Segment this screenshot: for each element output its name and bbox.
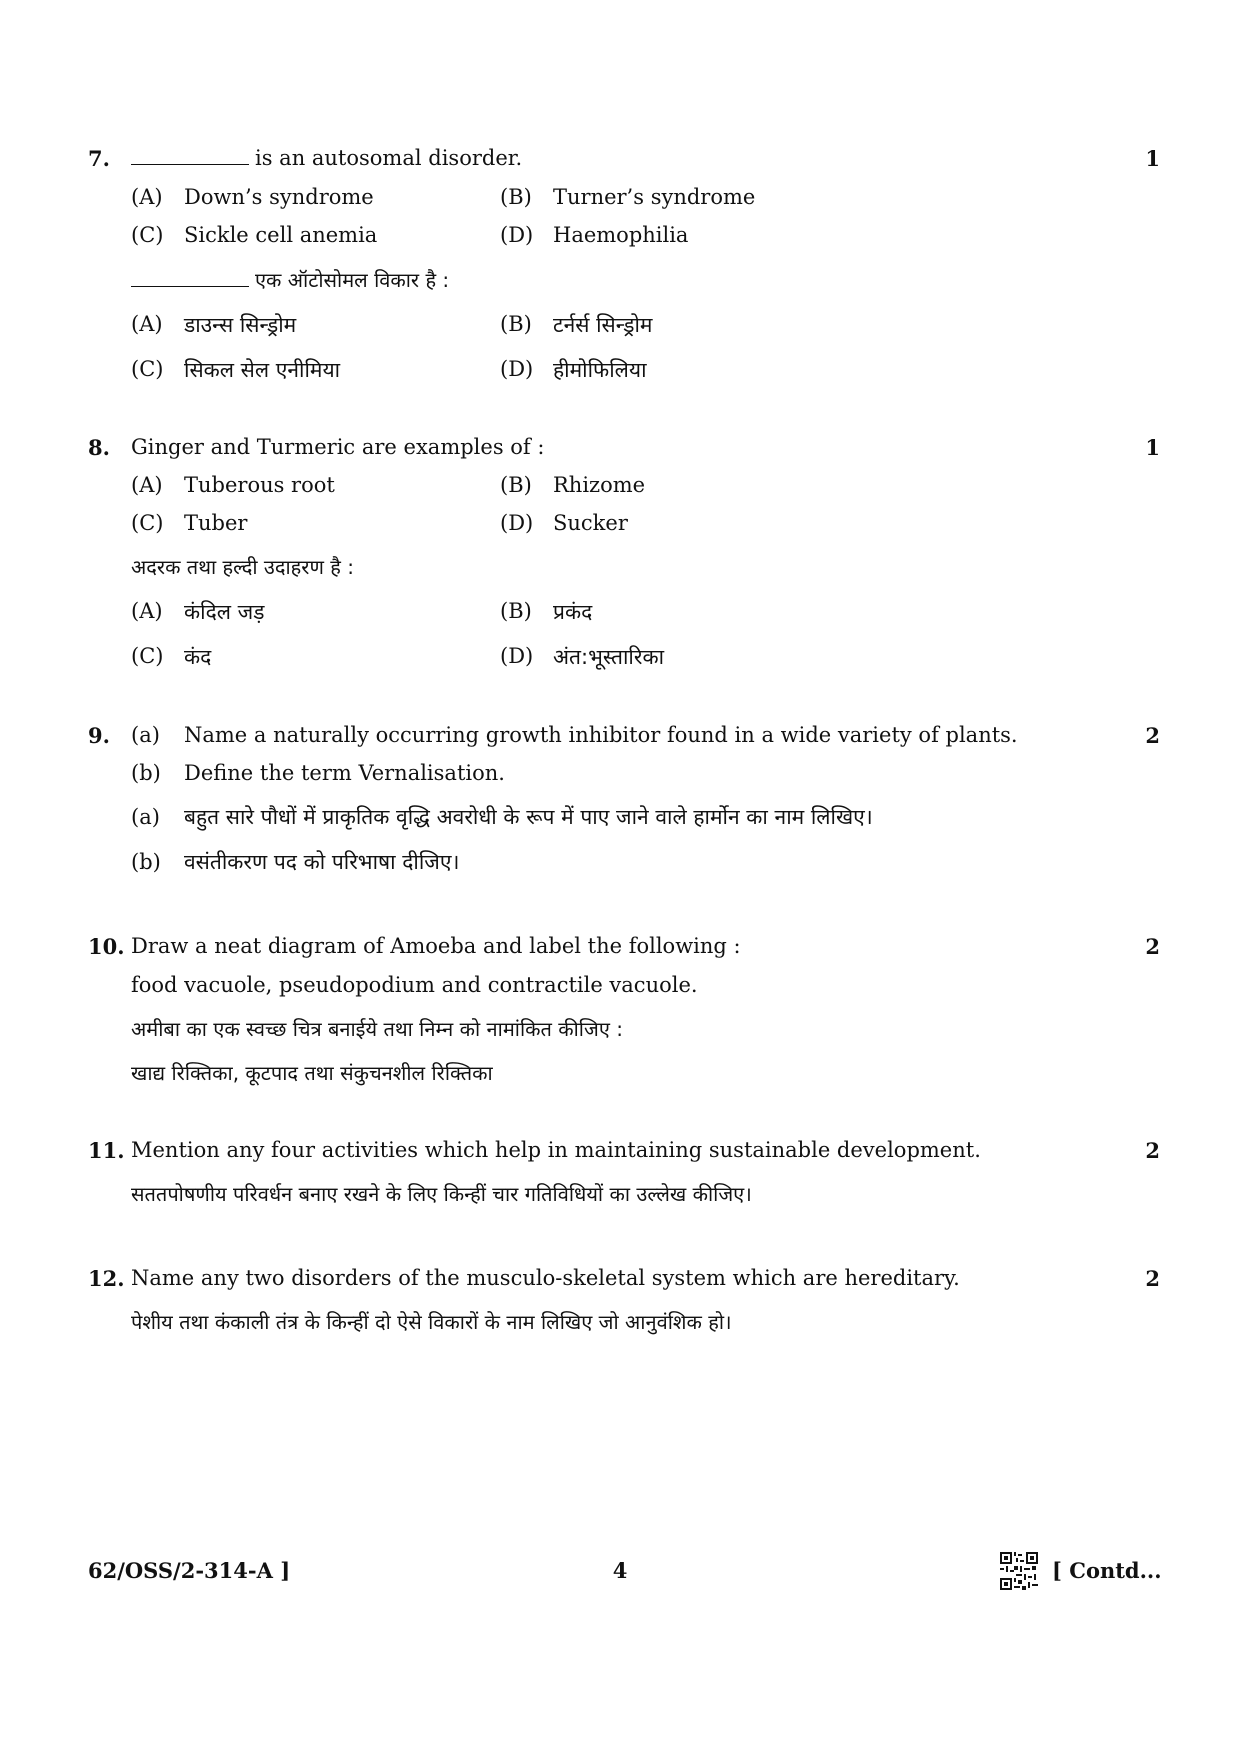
part-letter: (b): [131, 761, 161, 785]
question-marks: 2: [1145, 1266, 1160, 1291]
part-text-hindi: वसंतीकरण पद को परिभाषा दीजिए।: [184, 850, 460, 874]
option-text-hindi: प्रकंद: [553, 600, 593, 624]
question-text-hindi: अमीबा का एक स्वच्छ चित्र बनाईये तथा निम्न को नामांकित कीजिए :: [131, 1017, 623, 1041]
option-letter: (B): [500, 312, 532, 336]
continued-label: [ Contd...: [1052, 1558, 1162, 1583]
part-text: Name a naturally occurring growth inhibitor found in a wide variety of plants.: [184, 723, 1018, 747]
question-text: food vacuole, pseudopodium and contractile vacuole.: [131, 973, 698, 997]
option-text-hindi: टर्नर्स सिन्ड्रोम: [553, 313, 653, 337]
option-text-hindi: अंत:भूस्तारिका: [553, 645, 665, 669]
question-marks: 2: [1145, 1138, 1160, 1163]
option-letter: (B): [500, 185, 532, 209]
option-letter: (B): [500, 599, 532, 623]
option-letter: (A): [131, 312, 163, 336]
question-number: 9.: [88, 723, 110, 748]
paper-code: 62/OSS/2-314-A ]: [88, 1558, 291, 1583]
page-number: 4: [612, 1558, 628, 1583]
question-number: 8.: [88, 435, 110, 460]
stem-text: is an autosomal disorder.: [255, 146, 523, 170]
option-text: Sickle cell anemia: [184, 223, 378, 247]
question-stem: [131, 146, 522, 170]
part-text-hindi: बहुत सारे पौधों में प्राकृतिक वृद्धि अवरोधी के रूप में पाए जाने वाले हार्मोन का नाम लिखिए।: [184, 805, 873, 829]
stem-text-hindi: एक ऑटोसोमल विकार है :: [255, 268, 450, 292]
part-letter: (b): [131, 850, 161, 874]
part-letter: (a): [131, 805, 160, 829]
option-text: Turner’s syndrome: [553, 185, 756, 209]
question-text: Draw a neat diagram of Amoeba and label the following :: [131, 934, 741, 958]
option-letter: (D): [500, 511, 534, 535]
option-text-hindi: सिकल सेल एनीमिया: [184, 358, 341, 382]
question-number: 11.: [88, 1138, 125, 1163]
option-text: Down’s syndrome: [184, 185, 374, 209]
option-text: Tuberous root: [184, 473, 335, 497]
option-letter: (A): [131, 599, 163, 623]
question-stem: Ginger and Turmeric are examples of :: [131, 435, 545, 459]
option-text: Rhizome: [553, 473, 646, 497]
question-marks: 1: [1145, 435, 1160, 460]
option-text: Sucker: [553, 511, 628, 535]
option-letter: (C): [131, 644, 164, 668]
fill-blank: [131, 146, 249, 165]
option-text-hindi: डाउन्स सिन्ड्रोम: [184, 313, 297, 337]
question-stem-hindi: अदरक तथा हल्दी उदाहरण है :: [131, 555, 355, 579]
option-letter: (A): [131, 473, 163, 497]
question-number: 12.: [88, 1266, 125, 1291]
question-stem-hindi: [131, 266, 449, 293]
option-letter: (D): [500, 357, 534, 381]
option-letter: (D): [500, 644, 534, 668]
question-text-hindi: खाद्य रिक्तिका, कूटपाद तथा संकुचनशील रिक्तिका: [131, 1061, 493, 1085]
option-text-hindi: हीमोफिलिया: [553, 358, 647, 382]
option-letter: (C): [131, 223, 164, 247]
option-text: Tuber: [184, 511, 248, 535]
question-text-hindi: पेशीय तथा कंकाली तंत्र के किन्हीं दो ऐसे विकारों के नाम लिखिए जो आनुवंशिक हो।: [131, 1310, 732, 1334]
option-text-hindi: कंद: [184, 645, 212, 669]
option-text: Haemophilia: [553, 223, 689, 247]
option-letter: (A): [131, 185, 163, 209]
qr-code-icon: [1000, 1552, 1038, 1590]
question-marks: 2: [1145, 723, 1160, 748]
option-letter: (C): [131, 357, 164, 381]
question-text: Name any two disorders of the musculo-skeletal system which are hereditary.: [131, 1266, 960, 1290]
option-letter: (D): [500, 223, 534, 247]
option-letter: (B): [500, 473, 532, 497]
part-text: Define the term Vernalisation.: [184, 761, 505, 785]
fill-blank: [131, 268, 249, 287]
question-number: 10.: [88, 934, 125, 959]
question-text-hindi: सततपोषणीय परिवर्धन बनाए रखने के लिए किन्हीं चार गतिविधियों का उल्लेख कीजिए।: [131, 1182, 752, 1206]
question-text: Mention any four activities which help in maintaining sustainable development.: [131, 1138, 981, 1162]
question-marks: 1: [1145, 146, 1160, 171]
option-letter: (C): [131, 511, 164, 535]
question-marks: 2: [1145, 934, 1160, 959]
question-number: 7.: [88, 146, 110, 171]
option-text-hindi: कंदिल जड़: [184, 600, 265, 624]
part-letter: (a): [131, 723, 160, 747]
